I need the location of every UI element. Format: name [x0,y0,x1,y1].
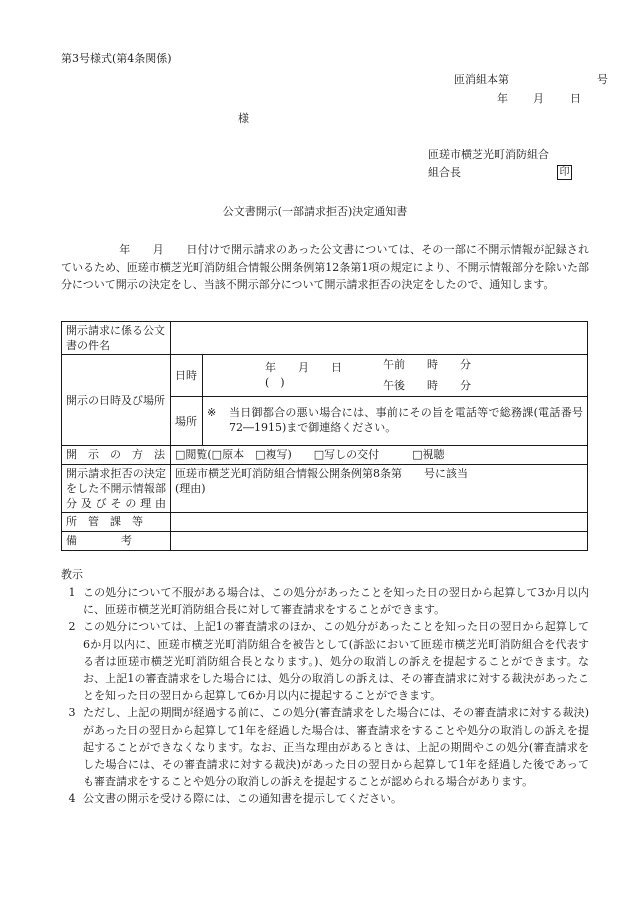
issue-date [497,92,581,106]
document-number-suffix: 号 [597,73,608,86]
datetime-ymd: 年 月 日( ) [265,361,342,389]
date-year: 年 [497,92,508,105]
method-label: 開 示 の 方 法 [62,446,171,465]
datetime-value [203,355,588,397]
document-title: 公文書開示(一部請求拒否)決定通知書 [222,205,408,218]
form-number: 第3号様式(第4条関係) [61,52,172,65]
issuer-title: 組合長 [428,166,461,179]
refusal-label: 開示請求拒否の決定をした不開示情報部分及びその理由 [62,465,171,513]
remarks-label: 備 考 [62,532,171,551]
method-options: □閲覧(□原本 □複写) □写しの交付 □視聴 [171,446,588,465]
instruction-item: 3 ただし、上記の期間が経過する前に、この処分(審査請求をした場合には、その審査請求に対する裁決)があった日の翌日から起算して1年を経過した場合は、審査請求をすることや処分の取消しの訴えを提起することができなくなります。なお、正当な理由があるときは、上記の期間やこの処分(審査請求をした場合には、その審査請求に対する裁決)があった日の翌日から起算して1年を経過した後であっても審査請求をすることや処分の取消しの訴えを提起することが認められる場合があります。 [68,706,589,789]
subject-value [171,322,588,355]
remarks-value [171,532,588,551]
note-mark: ※ [207,406,217,419]
date-month: 月 [533,92,544,105]
addressee-suffix: 様 [238,112,249,125]
instructions-title: 教示 [61,568,83,581]
date-day: 日 [570,92,581,105]
datetime-am: 午前 時 分 [383,358,471,371]
instruction-item: 1 この処分について不服がある場合は、この処分があったことを知った日の翌日から起算して3か月以内に、匝瑳市横芝光町消防組合長に対して審査請求をすることができます。 [68,586,589,617]
document-number-prefix: 匝消組本第 [454,73,509,86]
datetime-place-label: 開示の日時及び場所 [62,355,171,446]
issuer-organization: 匝瑳市横芝光町消防組合 [428,148,549,161]
datetime-label: 日時 [171,355,203,397]
instructions-list [61,584,589,808]
document-number [454,73,608,87]
refusal-value [171,465,588,513]
refusal-reason-label: (理由) [175,482,206,495]
notice-body [61,241,589,294]
instruction-item: 4 公文書の開示を受ける際には、この通知書を提示してください。 [68,792,402,806]
place-note-text: 当日御都合の悪い場合には、事前にその旨を電話等で総務課(電話番号72―1915)まで御連絡ください。 [229,406,583,434]
subject-label: 開示請求に係る公文書の件名 [62,322,171,355]
seal-mark: 印 [557,165,572,180]
disclosure-table [61,321,588,551]
notice-body-text: 年 月 日付けで開示請求のあった公文書については、その一部に不開示情報が記録されているため、匝瑳市横芝光町消防組合情報公開条例第12条第1項の規定により、不開示情報部分を除いた部分について開示の決定をし、当該不開示部分について開示請求拒否の決定をしたので、通知します。 [61,243,589,291]
department-value [171,513,588,532]
instruction-item: 2 この処分については、上記1の審査請求のほか、この処分があったことを知った日の翌日から起算して6か月以内に、匝瑳市横芝光町消防組合を被告として(訴訟において匝瑳市横芝光町消防組合を代表する者は匝瑳市横芝光町消防組合長となります。)、処分の取消しの訴えを提起することができます。なお、上記1の審査請求をした場合には、処分の取消しの訴えは、その審査請求に対する裁決があったことを知った日の翌日から起算して6か月以内に提起することができます。 [68,620,589,703]
refusal-article: 匝瑳市横芝光町消防組合情報公開条例第8条第 号に該当 [175,467,468,480]
place-label: 場所 [171,397,203,446]
datetime-pm: 午後 時 分 [383,379,471,392]
department-label: 所 管 課 等 [62,513,171,532]
place-note [203,397,588,446]
